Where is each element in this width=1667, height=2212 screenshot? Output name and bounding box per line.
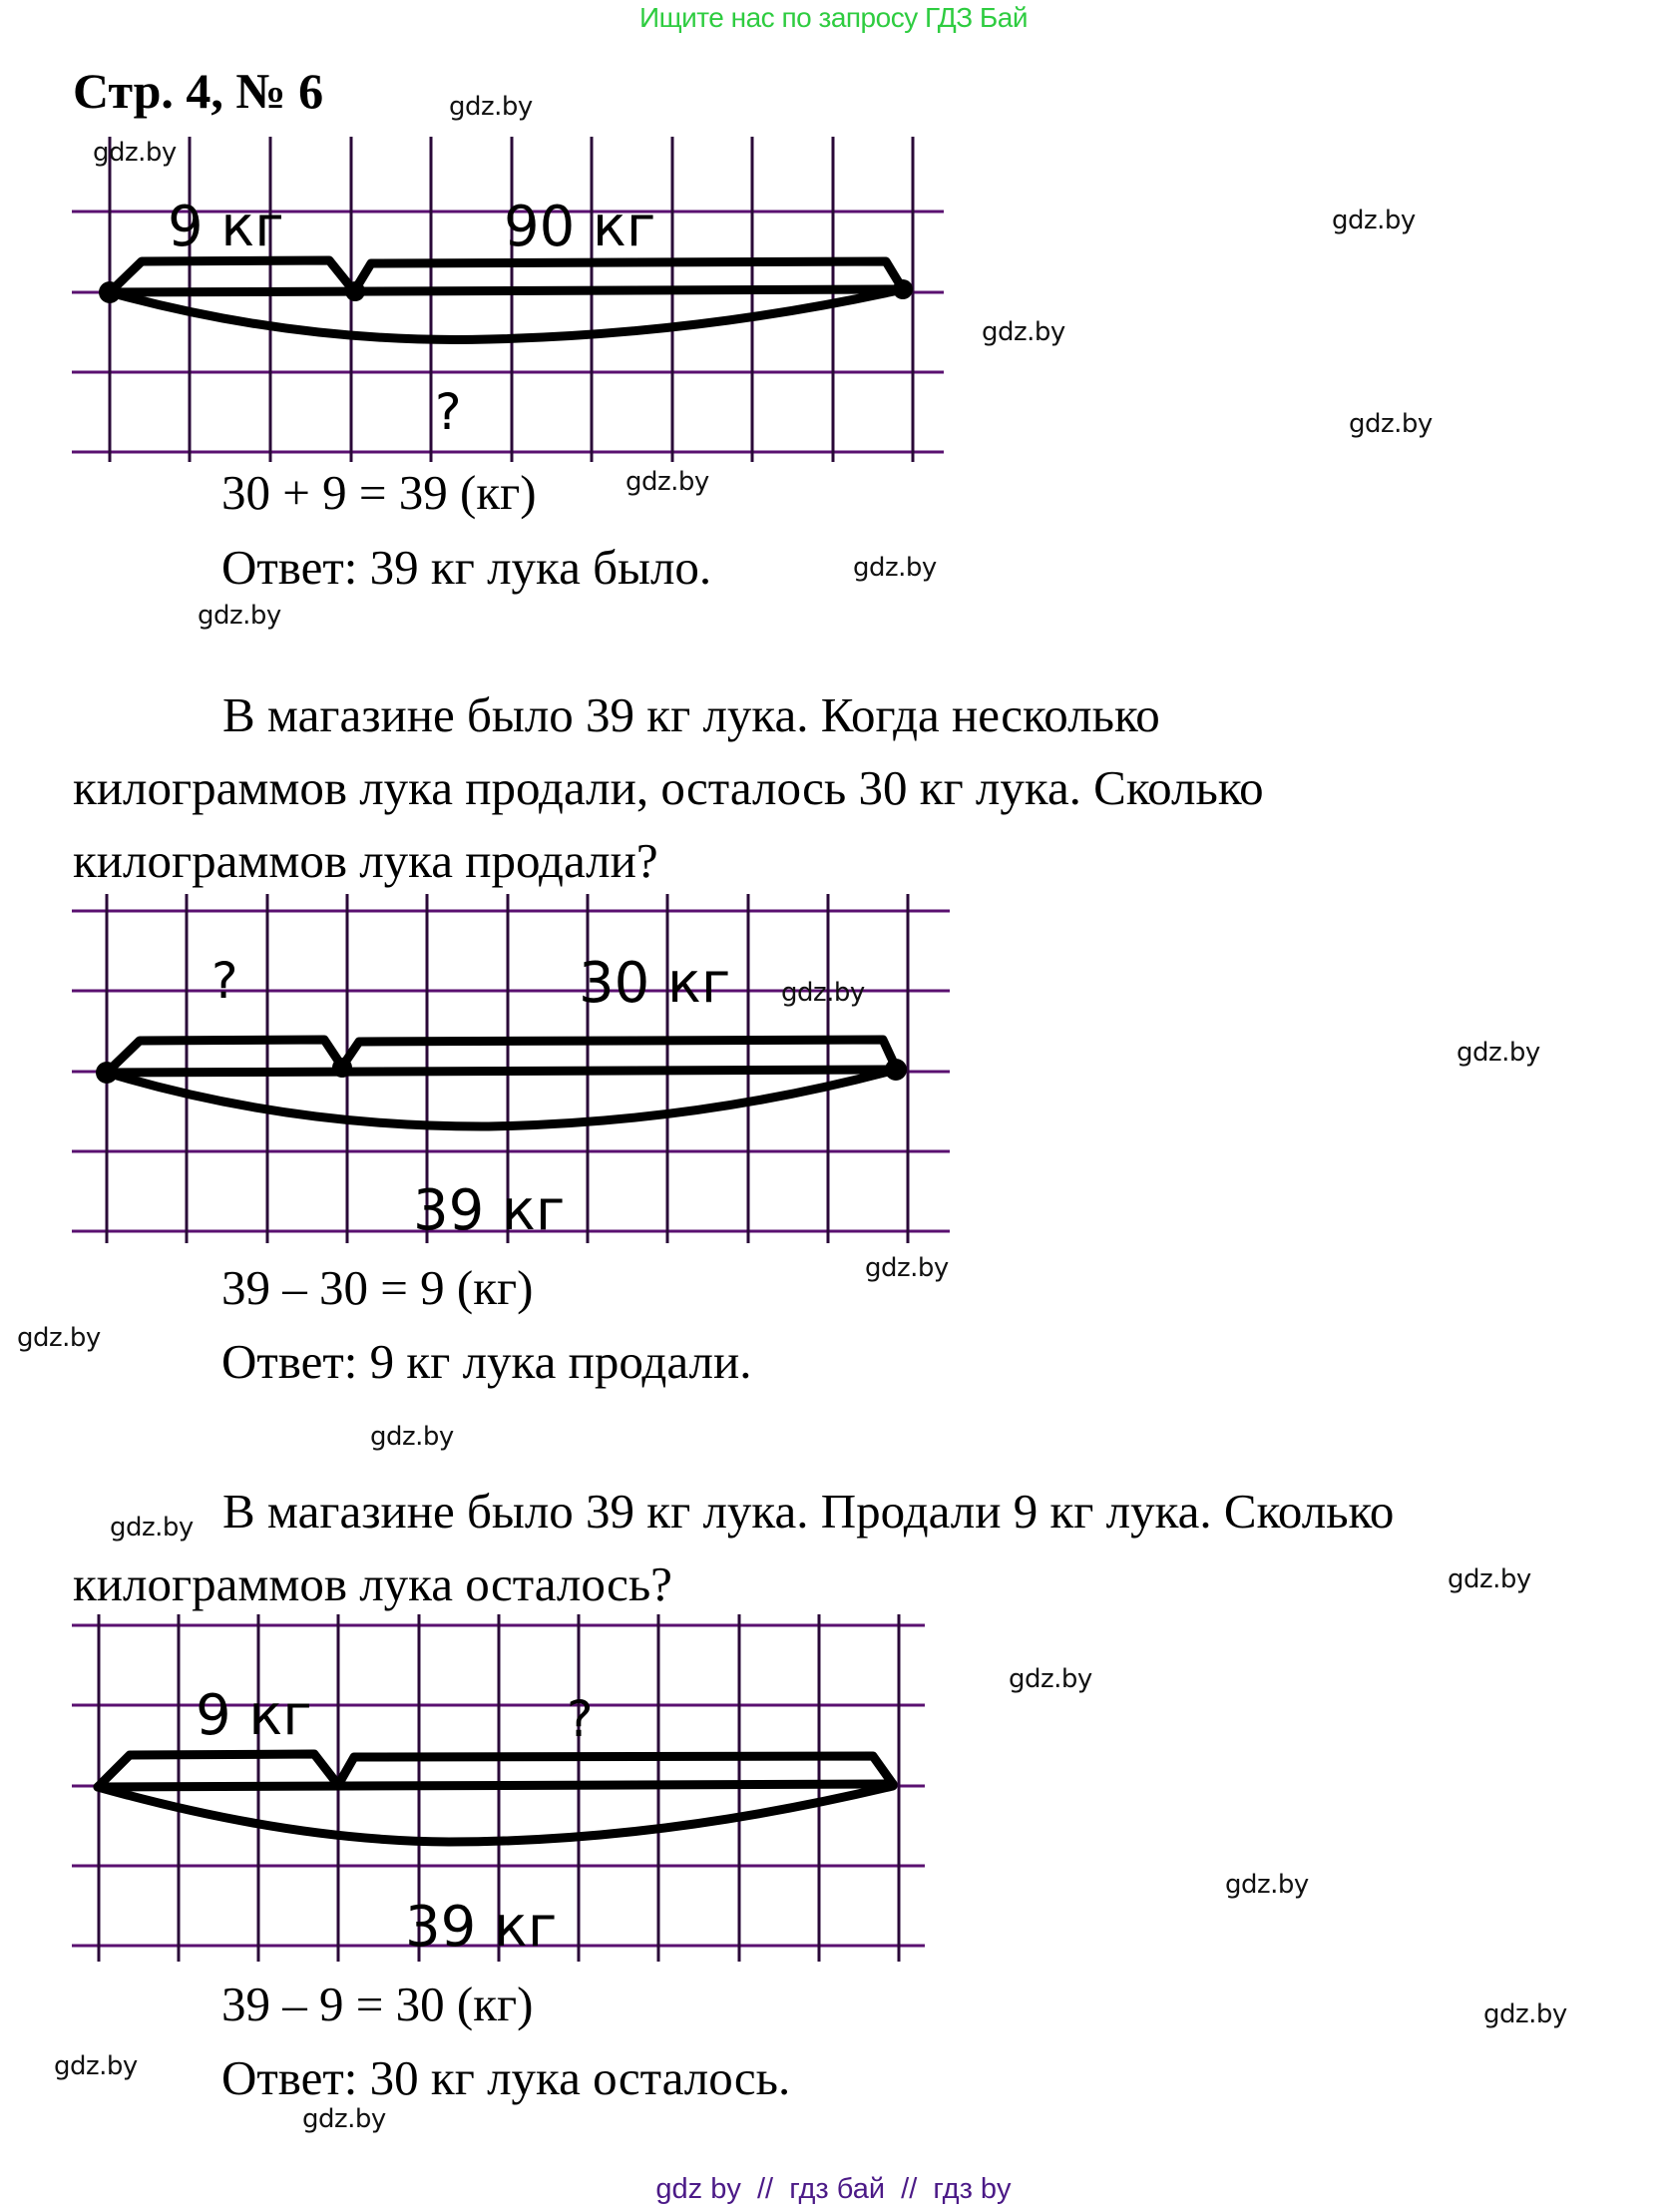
label-part-1: 9 кг <box>196 1683 312 1748</box>
problem-2-line-2: килограммов лука продали, осталось 30 кг лука. Сколько <box>73 760 1264 815</box>
watermark: gdz.by <box>1448 1564 1531 1594</box>
watermark: gdz.by <box>17 1323 101 1353</box>
watermark: gdz.by <box>1225 1870 1309 1900</box>
page-title: Стр. 4, № 6 <box>73 63 324 119</box>
label-part-1: ? <box>211 952 238 1010</box>
label-total: 39 кг <box>413 1178 566 1243</box>
watermark: gdz.by <box>302 2104 386 2134</box>
label-total: ? <box>435 383 462 441</box>
solution-3: 39 – 9 = 30 (кг) <box>221 1977 534 2031</box>
label-part-2: ? <box>567 1690 594 1748</box>
watermark: gdz.by <box>1009 1664 1092 1694</box>
watermark: gdz.by <box>853 553 937 583</box>
problem-2-line-3: килограммов лука продали? <box>73 833 658 888</box>
problem-2-line-1: В магазине было 39 кг лука. Когда несколько <box>222 687 1160 742</box>
watermark: gdz.by <box>110 1513 194 1543</box>
solution-2: 39 – 30 = 9 (кг) <box>221 1260 534 1315</box>
label-total: 39 кг <box>405 1895 558 1960</box>
search-banner[interactable]: Ищите нас по запросу ГДЗ Бай <box>638 2 1029 33</box>
answer-1: Ответ: 39 кг лука было. <box>221 540 712 595</box>
watermark: gdz.by <box>625 467 709 497</box>
watermark: gdz.by <box>1457 1038 1540 1068</box>
watermark: gdz.by <box>1483 1999 1567 2029</box>
solution-1: 30 + 9 = 39 (кг) <box>221 465 537 520</box>
problem-3-line-1: В магазине было 39 кг лука. Продали 9 кг лука. Сколько <box>222 1484 1395 1539</box>
label-part-2: 30 кг <box>579 951 731 1016</box>
watermark: gdz.by <box>982 317 1065 347</box>
footer-links[interactable]: gdz by // гдз бай // гдз by <box>655 2173 1012 2205</box>
problem-3-line-2: килограммов лука осталось? <box>73 1556 672 1611</box>
label-part-1: 9 кг <box>168 195 284 259</box>
segment-scheme <box>98 1754 893 1842</box>
watermark: gdz.by <box>865 1253 949 1283</box>
watermark: gdz.by <box>449 92 533 122</box>
watermark: gdz.by <box>198 601 281 631</box>
label-part-2: 90 кг <box>504 195 656 259</box>
watermark: gdz.by <box>54 2051 138 2081</box>
watermark: gdz.by <box>93 138 177 168</box>
answer-3: Ответ: 30 кг лука осталось. <box>221 2050 791 2105</box>
watermark: gdz.by <box>1332 206 1416 235</box>
watermark: gdz.by <box>370 1422 454 1452</box>
watermark: gdz.by <box>1349 409 1433 439</box>
watermark: gdz.by <box>781 978 865 1008</box>
answer-2: Ответ: 9 кг лука продали. <box>221 1334 752 1389</box>
